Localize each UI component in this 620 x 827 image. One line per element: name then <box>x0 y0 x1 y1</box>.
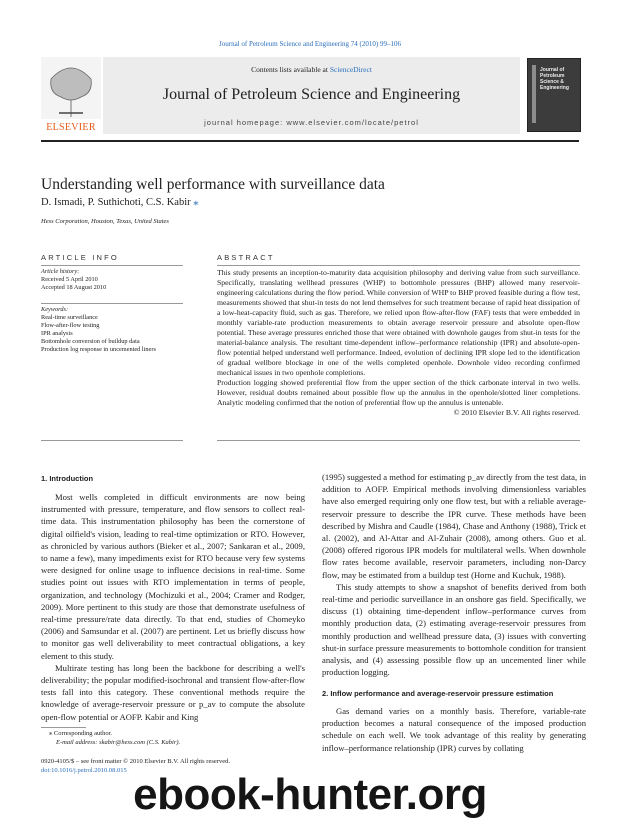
corresponding-footnote: ⁎ Corresponding author. <box>49 730 113 737</box>
sciencedirect-link[interactable]: ScienceDirect <box>329 65 372 74</box>
keyword-item: IPR analysis <box>41 329 73 337</box>
homepage-url[interactable]: www.elsevier.com/locate/petrol <box>286 118 419 127</box>
doi-link[interactable]: doi:10.1016/j.petrol.2010.08.015 <box>41 767 127 774</box>
keywords-block <box>41 306 201 353</box>
left-column <box>41 491 305 723</box>
section-heading-introduction: 1. Introduction <box>41 474 94 483</box>
homepage-prefix: journal homepage: <box>204 118 287 127</box>
publisher-name: ELSEVIER <box>46 122 96 133</box>
article-info-rule <box>41 265 183 266</box>
journal-title: Journal of Petroleum Science and Engineering <box>162 86 461 103</box>
keyword-item: Flow-after-flow testing <box>41 321 100 329</box>
article-info-bottom-rule <box>41 440 183 441</box>
journal-reference[interactable]: Journal of Petroleum Science and Engineering 74 (2010) 99–106 <box>219 40 401 48</box>
cover-line: Petroleum <box>540 73 565 79</box>
front-matter-line: 0920-4105/$ – see front matter © 2010 Elsevier B.V. All rights reserved. <box>41 758 230 765</box>
cover-stripe <box>532 65 536 123</box>
article-info-heading: ARTICLE INFO <box>41 253 119 262</box>
body-paragraph: Gas demand varies on a monthly basis. Therefore, variable-rate production becomes a natural consequence of the imposed production schedule on each well. We took advantage of this reality by generating inflow–performance relationship (IPR) curves by collating <box>322 706 586 753</box>
body-paragraph: Most wells completed in difficult environments are now being instrumented with pressure, temperature, and flow sensors to collect real-time data. This instrumentation philosophy has been the cornerstone of digital oilfield's vision, leading to real-time optimization or RTO. However, as chronicled by various authors (Bieker et al., 2007; Sankaran et al., 2009, to name a few), many impediments exist for RTO because very few systems were designed for online usage to influence decisions in real-time. Some studies point out issues with RTO implementation in terms of people, organization, and technology (Mochizuki et al., 2004; Cramer and Rodger, 2009). More pertinent to this study are those that demonstrate usefulness of real-time pressure/rate data directly. To that end, studies of Chomeyko (2006) and Samsundar et al. (2007) are pertinent. Let us briefly discuss how to monitor gas well deliverability to meet contractual obligations, a key element to this study. <box>41 492 305 661</box>
cover-text <box>540 67 569 91</box>
history-label: Article history: <box>41 268 80 275</box>
journal-cover-image <box>527 58 581 132</box>
authors-text: D. Ismadi, P. Suthichoti, C.S. Kabir <box>41 197 191 208</box>
right-column-continued <box>322 705 586 754</box>
corresponding-author-mark[interactable]: ⁎ <box>193 197 199 208</box>
abstract-copyright: © 2010 Elsevier B.V. All rights reserved. <box>453 408 580 417</box>
body-paragraph: Multirate testing has long been the backbone for describing a well's deliverability; the popular modified-isochronal and transient flow-after-flow tests fall into this category. These conventional methods require the knowledge of average-reservoir pressure or p_av to compute the absolute open-flow potential or AOFP. Kabir and King <box>41 662 305 722</box>
contents-prefix: Contents lists available at <box>251 65 330 74</box>
footnote-rule <box>41 727 86 728</box>
abstract-paragraph: Production logging showed preferential flow from the upper section of the thick carbonate interval in two wells. However, residual doubts remained about possible flow up the annulus in the openhole/slotted liner completions. Analytic modeling confirmed that the notion of preferential flow up the annulus is untenable. <box>217 378 580 407</box>
keyword-item: Bottomhole conversion of buildup data <box>41 337 140 345</box>
author-list <box>41 196 199 208</box>
abstract-heading: ABSTRACT <box>217 253 275 262</box>
affiliation: Hess Corporation, Houston, Texas, United States <box>41 218 169 225</box>
abstract-bottom-rule <box>217 440 580 441</box>
contents-line <box>103 65 520 74</box>
cover-line: Engineering <box>540 85 569 91</box>
keywords-label: Keywords: <box>41 306 69 313</box>
email-footnote[interactable]: E-mail address: skabir@hess.com (C.S. Kabir). <box>56 739 181 746</box>
body-paragraph: This study attempts to show a snapshot of benefits derived from both real-time and periodic surveillance in an onshore gas field. Specifically, we discuss (1) obtaining time-dependent inflow–performance curves from monthly production data, (2) estimating average-reservoir pressures from monthly production and wellhead pressure data, (3) issues with converting shut-in surface pressure measurements to bottomhole condition for transient analysis, and (4) assessing possible flow up an uncemented liner while production logging. <box>322 581 586 678</box>
abstract-paragraph: This study presents an inception-to-maturity data acquisition philosophy and deriving value from such surveillance. Specifically, translating wellhead pressures (WHP) to bottomhole pressures (BHP) allowed many reservoir-engineering calculations during the flow period. While conversion of WHP to BHP proved feasible during a flow test, measurements showed that shut-in tests do not lend themselves for such treatment because of rapid heat dissipation of a low-heat-capacity fluid, such as gas. Therefore, we relied upon flow-after-flow (FAF) tests that were embedded in monthly variable-rate production measurements to obtain average reservoir pressure and absolute open-flow potential. These average pressures enriched those that were obtained with downhole gauges from shut-in tests for the material-balance analysis. The resultant time-dependent inflow–performance relationship (IPR) and absolute-open-flow potential helped understand well performance. Indeed, evolution of declining IPR slope led to the identification of gradual wellbore blockage in one of the wells completed openhole. Downhole video recording confirmed mechanical issues in two openhole completions. <box>217 268 580 377</box>
journal-homepage <box>103 118 520 127</box>
keywords-rule <box>41 303 183 304</box>
abstract-rule <box>217 265 580 266</box>
abstract-body <box>217 268 580 418</box>
history-item: Received 5 April 2010 <box>41 275 98 283</box>
keyword-item: Real-time surveillance <box>41 313 98 321</box>
article-title: Understanding well performance with surveillance data <box>41 176 385 193</box>
watermark-text: ebook-hunter.org <box>133 770 487 819</box>
body-paragraph: (1995) suggested a method for estimating p_av directly from the test data, in addition to AOFP. Empirical methods involving dimensionless variables have also emerged requiring only one flow test, but with a reliable average-reservoir pressure to describe the IPR curve. These methods have been described by Mishra and Caudle (1984), Chase and Anthony (1988), Trick et al. (2002), and Al-Attar and Al-Zuhair (2008), among others. Guo et al. (2008) offered rigorous IPR models for multilateral wells. When downhole flow rates become available, reservoir parameters, including non-Darcy flow, may be estimated from a buildup test (Horne and Kuchuk, 1988). <box>322 472 586 580</box>
article-history <box>41 268 191 292</box>
section-heading-inflow: 2. Inflow performance and average-reservoir pressure estimation <box>322 689 554 698</box>
cover-line: Journal of <box>540 67 565 73</box>
keyword-item: Production log response in uncemented liners <box>41 345 156 353</box>
right-column <box>322 471 586 678</box>
header-rule <box>41 140 579 142</box>
history-item: Accepted 18 August 2010 <box>41 283 107 291</box>
cover-line: Science & <box>540 79 564 85</box>
